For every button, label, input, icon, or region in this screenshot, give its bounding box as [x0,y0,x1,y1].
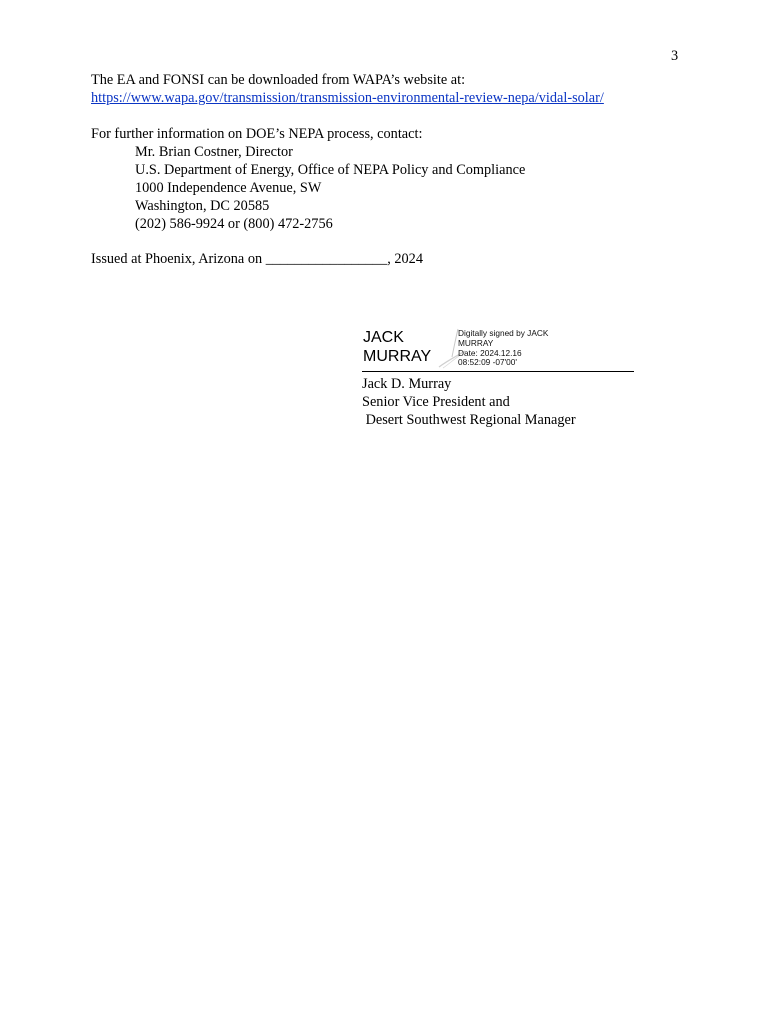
signature-detail-line: MURRAY [458,337,494,348]
signature-detail-line: Digitally signed by JACK [458,328,549,338]
vidal-solar-link[interactable]: https://www.wapa.gov/transmission/transmission-environmental-review-nepa/vidal-solar/ [91,90,604,106]
digital-signature-details [458,329,548,368]
download-intro-text: The EA and FONSI can be downloaded from WAPA’s website at: [91,72,466,88]
signature-last-name: MURRAY [363,348,432,365]
contact-city: Washington, DC 20585 [135,198,270,214]
signer-name: Jack D. Murray [362,376,452,392]
signature-first-name: JACK [363,329,404,346]
digital-signature-name [363,328,431,366]
contact-phone: (202) 586-9924 or (800) 472-2756 [135,216,333,232]
signature-detail-line: 08:52:09 -07'00' [458,357,517,368]
issued-statement: Issued at Phoenix, Arizona on _________________, 2024 [91,251,423,267]
contact-name: Mr. Brian Costner, Director [135,144,293,160]
contact-organization: U.S. Department of Energy, Office of NEPA Policy and Compliance [135,162,526,178]
signer-block [362,375,576,429]
page-number: 3 [671,48,679,64]
signature-line [362,371,634,372]
contact-street: 1000 Independence Avenue, SW [135,180,322,196]
contact-intro-text: For further information on DOE’s NEPA process, contact: [91,126,423,142]
signer-title: Senior Vice President and [362,394,510,410]
signer-title: Desert Southwest Regional Manager [362,412,576,428]
signature-detail-line: Date: 2024.12.16 [458,347,522,358]
contact-address-block [135,143,525,233]
